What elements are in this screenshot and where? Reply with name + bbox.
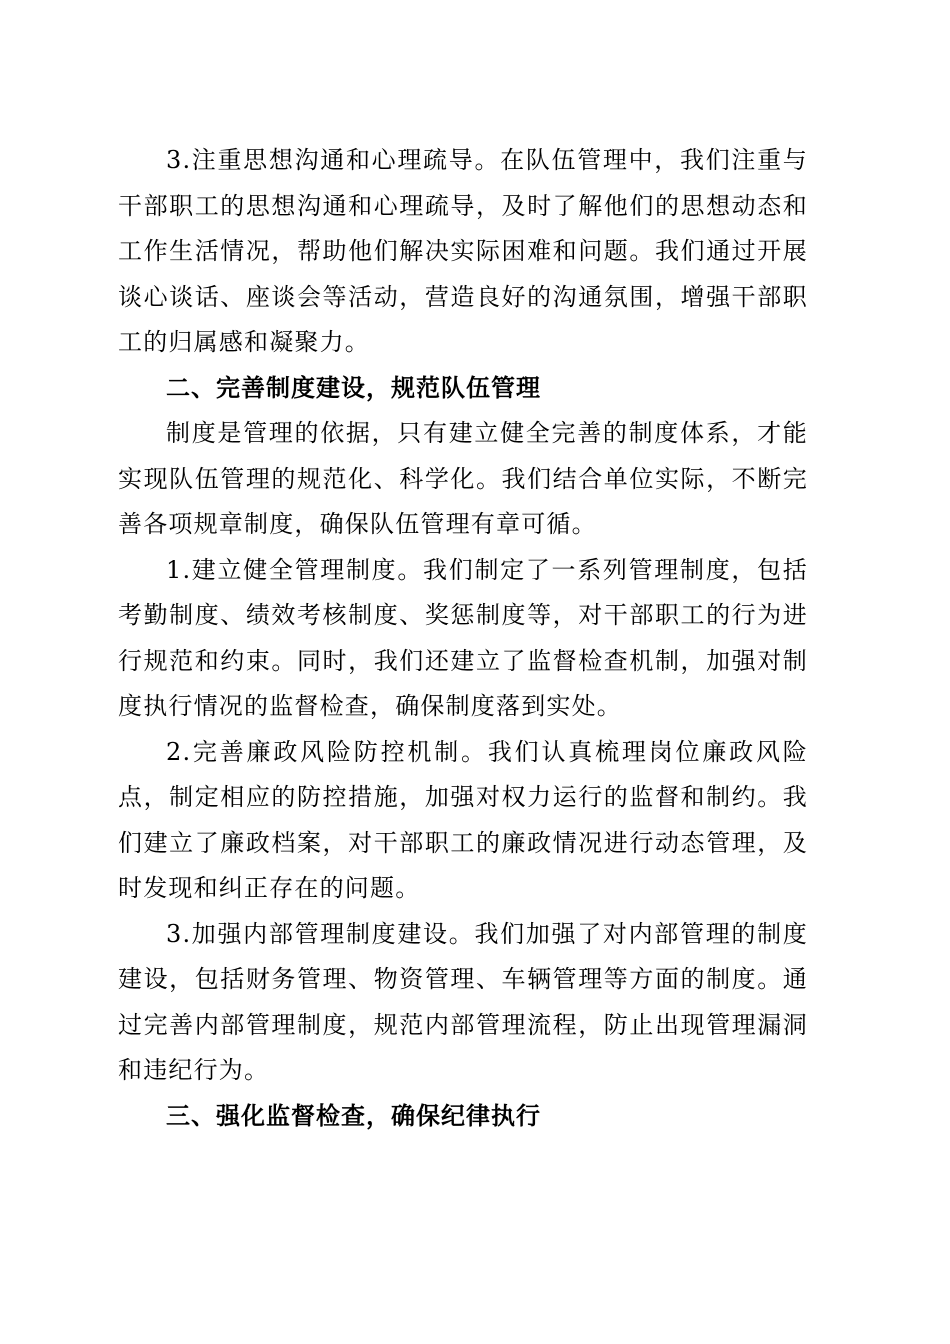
paragraph-management-system: 1.建立健全管理制度。我们制定了一系列管理制度，包括考勤制度、绩效考核制度、奖惩制度等，对干部职工的行为进行规范和约束。同时，我们还建立了监督检查机制，加强对制度执行情况的监督检查，确保制度落到实处。 [118,555,808,720]
paragraph-thought-communication: 3.注重思想沟通和心理疏导。在队伍管理中，我们注重与干部职工的思想沟通和心理疏导，及时了解他们的思想动态和工作生活情况，帮助他们解决实际困难和问题。我们通过开展谈心谈话、座谈会等活动，营造良好的沟通氛围，增强干部职工的归属感和凝聚力。 [118,146,808,356]
section-heading-supervision: 三、强化监督检查，确保纪律执行 [166,1101,541,1130]
document-body [118,138,808,1139]
paragraph-internal-management: 3.加强内部管理制度建设。我们加强了对内部管理的制度建设，包括财务管理、物资管理、车辆管理等方面的制度。通过完善内部管理制度，规范内部管理流程，防止出现管理漏洞和违纪行为。 [118,919,808,1084]
paragraph-integrity-risk: 2.完善廉政风险防控机制。我们认真梳理岗位廉政风险点，制定相应的防控措施，加强对权力运行的监督和制约。我们建立了廉政档案，对干部职工的廉政情况进行动态管理，及时发现和纠正存在的问题。 [118,737,808,902]
section-heading-system-building: 二、完善制度建设，规范队伍管理 [166,373,541,402]
paragraph-system-intro: 制度是管理的依据，只有建立健全完善的制度体系，才能实现队伍管理的规范化、科学化。我们结合单位实际，不断完善各项规章制度，确保队伍管理有章可循。 [118,419,808,538]
